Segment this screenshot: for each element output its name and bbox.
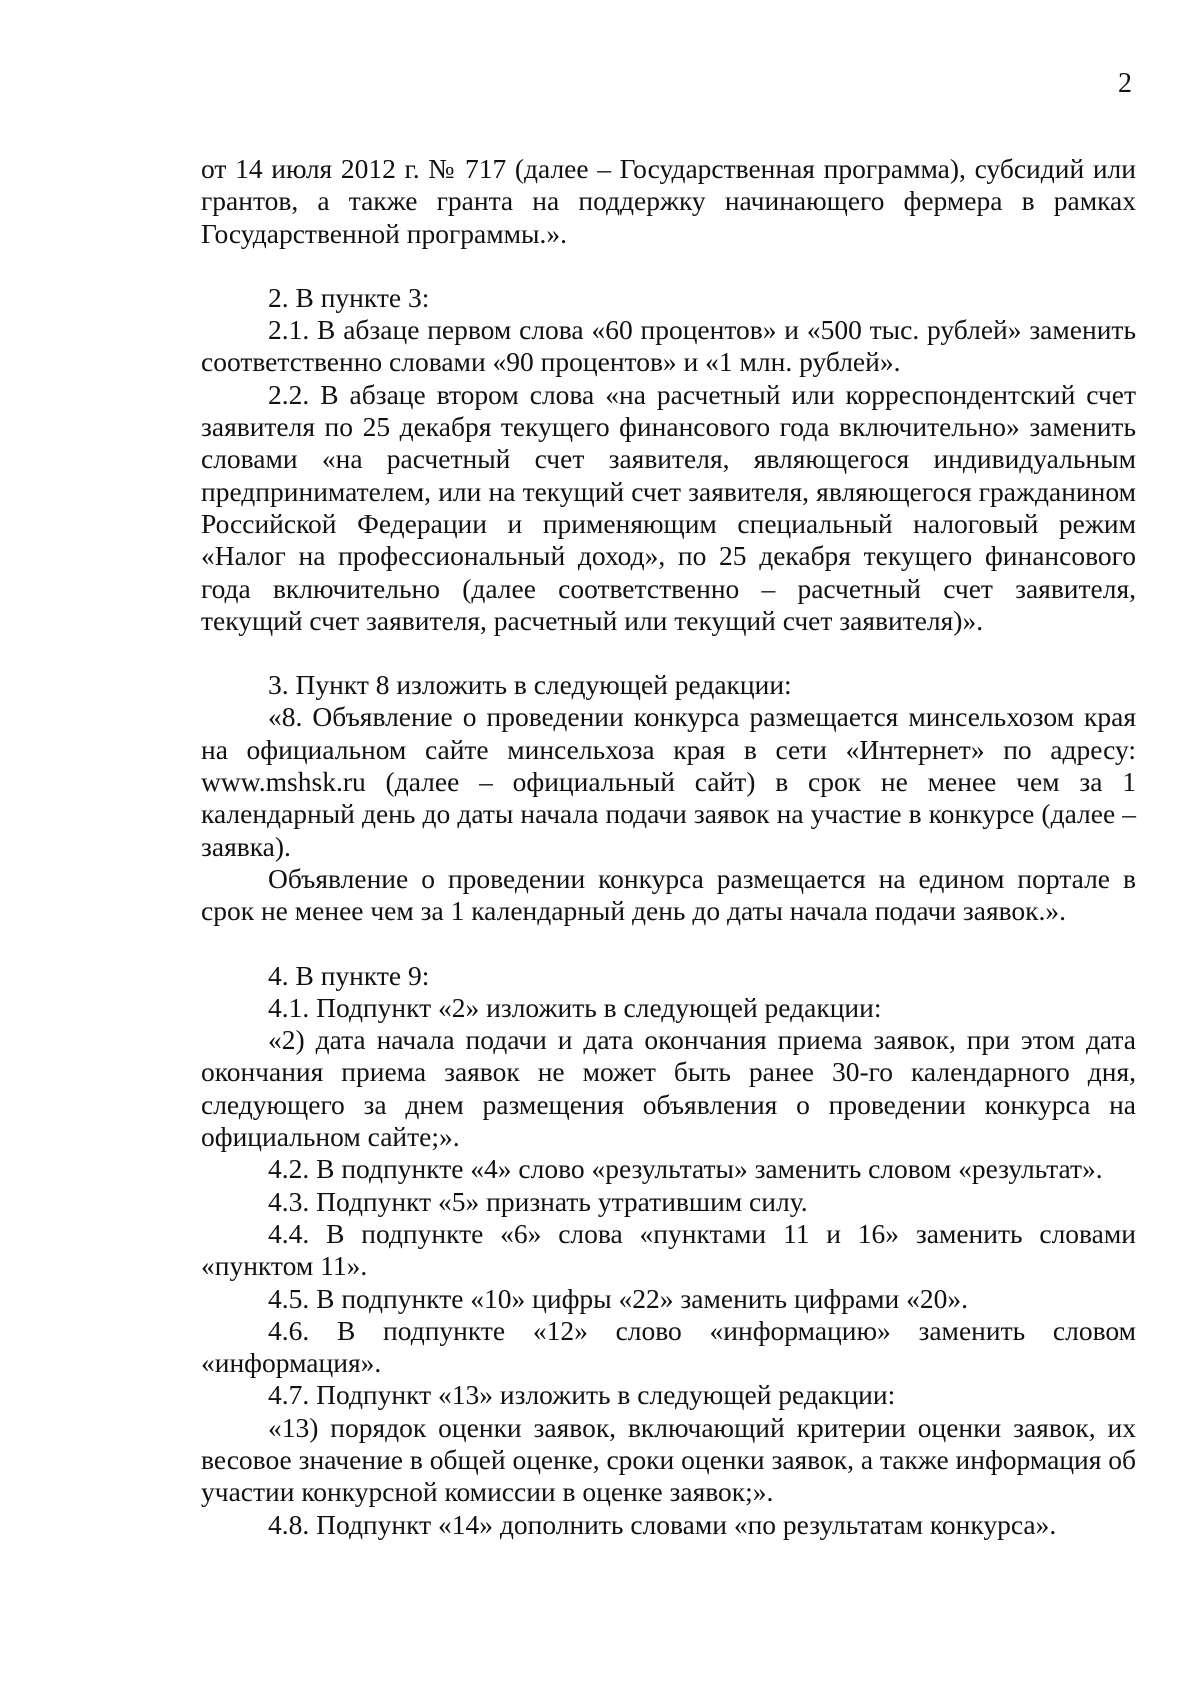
paragraph-item-4-3: 4.3. Подпункт «5» признать утратившим силу. bbox=[268, 1185, 808, 1217]
paragraph-item-4-2: 4.2. В подпункте «4» слово «результаты» заменить словом «результат». bbox=[268, 1153, 1103, 1185]
paragraph-gap bbox=[201, 928, 1136, 960]
paragraph-item-4-4: 4.4. В подпункте «6» слова «пунктами 11 и 16» заменить словами «пунктом 11». bbox=[201, 1217, 1136, 1282]
paragraph-item-4-1: 4.1. Подпункт «2» изложить в следующей редакции: bbox=[268, 991, 882, 1023]
paragraph-item-4-7: 4.7. Подпункт «13» изложить в следующей редакции: bbox=[268, 1379, 896, 1411]
paragraph-item-4-6: 4.6. В подпункте «12» слово «информацию» заменить словом «информация». bbox=[201, 1314, 1136, 1379]
paragraph-intro: от 14 июля 2012 г. № 717 (далее – Государственная программа), субсидий или грантов, а также гранта на поддержку начинающего фермера в рамках Государственной программы.». bbox=[201, 153, 1136, 249]
paragraph-item-8-second: Объявление о проведении конкурса размещается на едином портале в срок не менее чем за 1 календарный день до даты начала подачи заявок.». bbox=[201, 862, 1136, 927]
document-body bbox=[201, 153, 1136, 1541]
paragraph-item-8-text: «8. Объявление о проведении конкурса размещается минсельхозом края на официальном сайте минсельхоза края в сети «Интернет» по адресу: www.mshsk.ru (далее – официальный сайт) в срок не менее чем за 1 календарный день до даты начала подачи заявок на участие в конкурсе (далее – заявка). bbox=[201, 701, 1136, 862]
paragraph-item-4-7-text: «13) порядок оценки заявок, включающий критерии оценки заявок, их весовое значение в общей оценке, сроки оценки заявок, а также информация об участии конкурсной комиссии в оценке заявок;». bbox=[201, 1411, 1137, 1508]
paragraph-gap bbox=[201, 250, 1136, 282]
paragraph-item-4: 4. В пункте 9: bbox=[268, 959, 430, 991]
paragraph-item-3: 3. Пункт 8 изложить в следующей редакции: bbox=[268, 669, 792, 701]
paragraph-gap bbox=[201, 637, 1136, 669]
paragraph-item-2-2: 2.2. В абзаце втором слова «на расчетный или корреспондентский счет заявителя по 25 декабря текущего финансового года включительно» заменить словами «на расчетный счет заявителя, являющегося индивидуальным предпринимателем, или на текущий счет заявителя, являющегося гражданином Российской Федерации и применяющим специальный налоговый режим «Налог на профессиональный доход», по 25 декабря текущего финансового года включительно (далее соответственно – расчетный счет заявителя, текущий счет заявителя, расчетный или текущий счет заявителя)». bbox=[201, 378, 1136, 636]
page-number: 2 bbox=[1118, 68, 1132, 99]
paragraph-item-4-1-text: «2) дата начала подачи и дата окончания приема заявок, при этом дата окончания приема заявок не может быть ранее 30-го календарного дня, следующего за днем размещения объявления о проведении конкурса на официальном сайте;». bbox=[201, 1024, 1136, 1153]
paragraph-item-2-1: 2.1. В абзаце первом слова «60 процентов» и «500 тыс. рублей» заменить соответственно словами «90 процентов» и «1 млн. рублей». bbox=[201, 314, 1136, 378]
paragraph-item-4-8: 4.8. Подпункт «14» дополнить словами «по результатам конкурса». bbox=[268, 1508, 1057, 1540]
paragraph-item-2: 2. В пункте 3: bbox=[268, 281, 430, 313]
paragraph-item-4-5: 4.5. В подпункте «10» цифры «22» заменить цифрами «20». bbox=[268, 1282, 969, 1314]
